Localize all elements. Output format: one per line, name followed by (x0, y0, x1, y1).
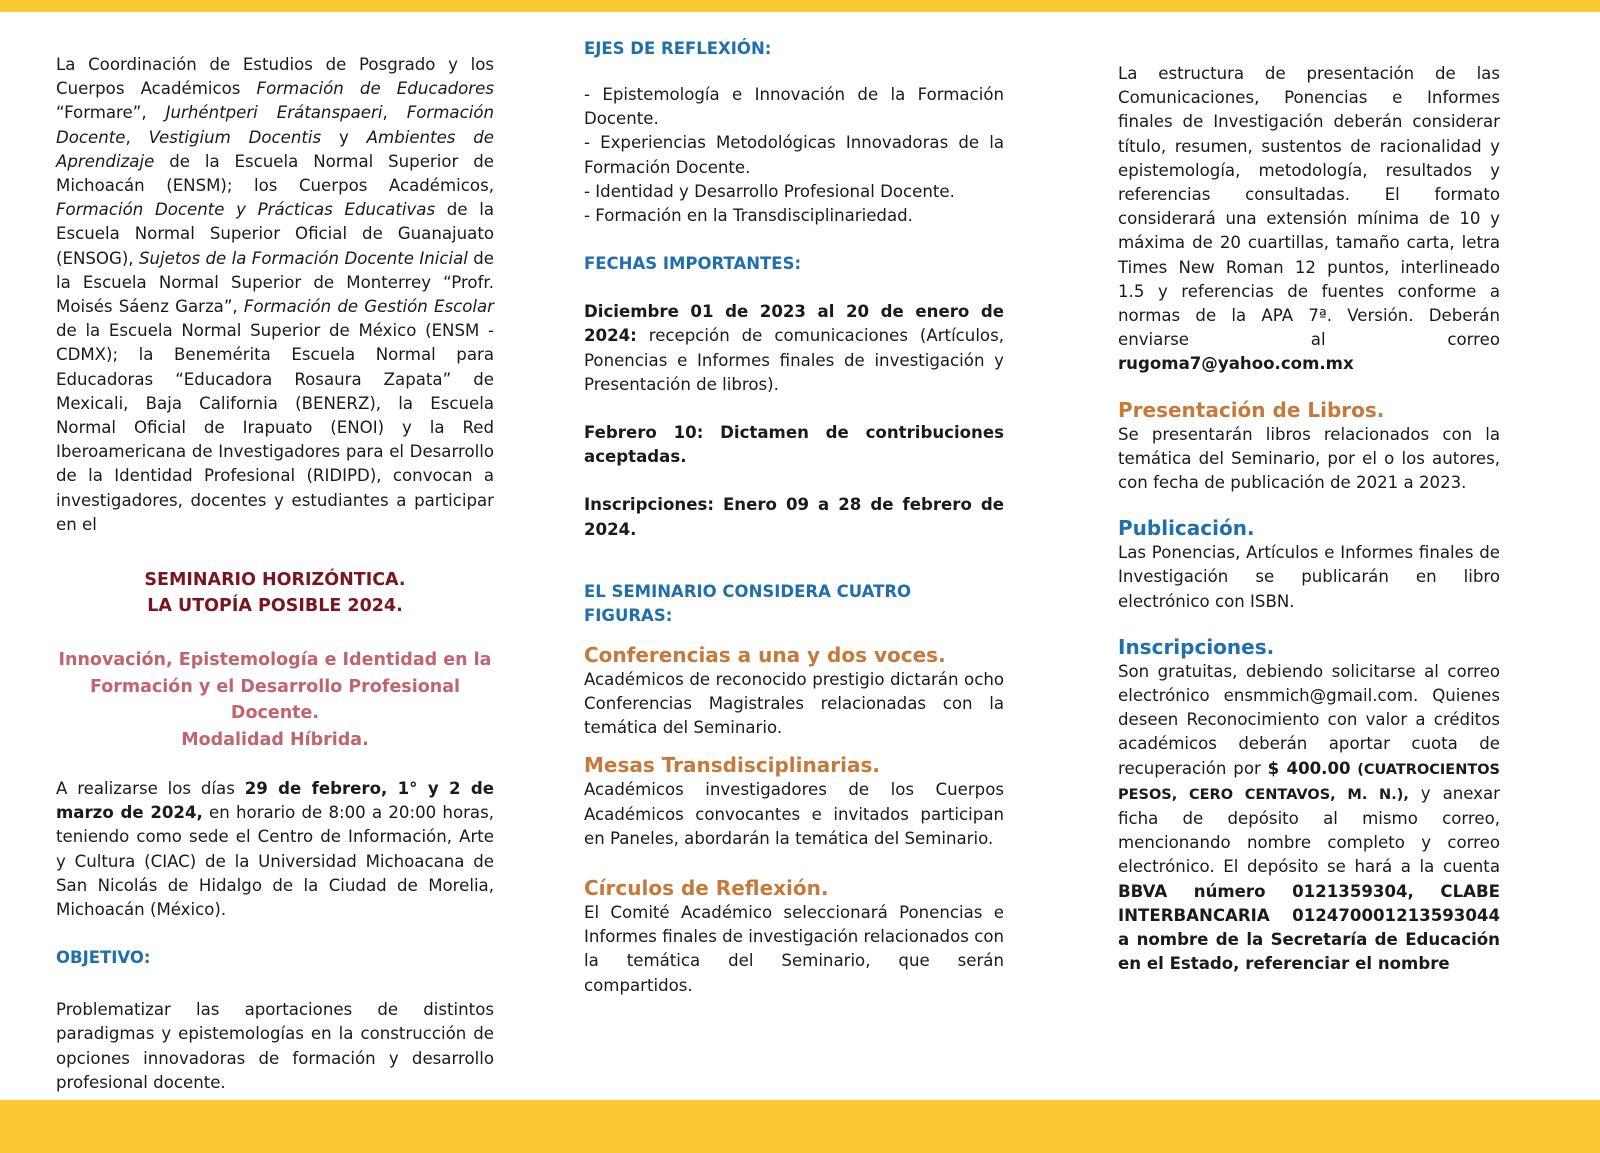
axes-list (584, 83, 1004, 228)
schedule-text: en horario de 8:00 a 20:00 horas, teniendo como sede el Centro de Información, Arte y Cultura (CIAC) de la Universidad Michoacana de San Nicolás de Hidalgo de la Ciudad de Morelia, Michoacán (México). (56, 803, 495, 920)
group-name: Formación Docente (56, 103, 494, 147)
registration-heading: Inscripciones. (1118, 634, 1275, 659)
registration-paragraph (1118, 660, 1500, 977)
intro-text: de la Escuela Normal Superior Oficial de Guanajuato (ENSOG), (56, 200, 494, 268)
event-dates: 29 de febrero, 1° y 2 de marzo de 2024, (56, 779, 494, 823)
contact-email[interactable]: rugoma7@yahoo.com.mx (1118, 354, 1354, 374)
bottom-yellow-band (0, 1100, 1600, 1153)
bank-details: BBVA número 0121359304, CLABE INTERBANCARIA 012470001213593044 a nombre de la Secretaría de Educación en el Estado, referenciar el nombre (1118, 881, 1500, 974)
intro-paragraph (56, 53, 494, 537)
figure-title: Conferencias a una y dos voces. (584, 642, 946, 667)
date-item: Inscripciones: Enero 09 a 28 de febrero de 2024. (584, 495, 1004, 539)
schedule-paragraph (56, 777, 494, 922)
registration-fee-words: (CUATROCIENTOS PESOS, CERO CENTAVOS, M. N.), (1118, 761, 1501, 803)
figure-text: Académicos investigadores de los Cuerpos Académicos convocantes e invitados participan en Paneles, abordarán la temática del Seminario. (584, 780, 1004, 848)
intro-text: , (382, 103, 407, 123)
axis-item: - Formación en la Transdisciplinariedad. (584, 206, 913, 226)
event-title (56, 567, 494, 619)
event-subtitle-line: Formación y el Desarrollo Profesional (89, 676, 461, 697)
intro-text: de la Escuela Normal Superior de Michoacán (ENSM); los Cuerpos Académicos, (56, 151, 494, 196)
date-label: Diciembre 01 de 2023 al 20 de enero de 2024: (584, 302, 1004, 346)
axis-item: - Epistemología e Innovación de la Formación Docente. (584, 85, 1004, 129)
event-modality: Modalidad Híbrida. (181, 729, 369, 750)
axis-item: - Experiencias Metodológicas Innovadoras de la Formación Docente. (584, 133, 1004, 177)
objective-heading: OBJETIVO: (56, 948, 151, 968)
structure-text: La estructura de presentación de las Comunicaciones, Ponencias e Informes finales de Investigación deberán considerar título, resumen, sustentos de racionalidad y epistemología, metodología, resultados y referencias consultadas. El formato considerará una extensión mínima de 10 y máxima de 20 cuartillas, tamaño carta, letra Times New Roman 12 puntos, interlineado 1.5 y referencias de fuentes conforme a normas de la APA 7ª. Versión. Deberán enviarse al correo (1118, 64, 1500, 350)
date-description: recepción de comunicaciones (Artículos, Ponencias e Informes finales de investigación y Presentación de libros). (584, 326, 1004, 394)
column-middle (584, 37, 1004, 998)
publication-heading: Publicación. (1118, 516, 1255, 541)
structure-paragraph (1118, 62, 1500, 377)
column-left (56, 53, 494, 1095)
date-item (584, 300, 1004, 397)
group-name: Formación Docente y Prácticas Educativas (56, 200, 436, 220)
column-right (1118, 62, 1500, 977)
books-heading: Presentación de Libros. (1118, 397, 1385, 422)
event-subtitle-line: Innovación, Epistemología e Identidad en la (58, 650, 492, 671)
books-text: Se presentarán libros relacionados con la temática del Seminario, por el o los autores, con fecha de publicación de 2021 a 2023. (1118, 424, 1500, 493)
registration-text: Son gratuitas, debiendo solicitarse al correo electrónico ensmmich@gmail.com. Quienes deseen Reconocimiento con valor a créditos académicos deberán aportar cuota de recuperación por (1118, 661, 1500, 778)
objective-text: Problematizar las aportaciones de distintos paradigmas y epistemologías en la construcción de opciones innovadoras de formación y desarrollo profesional docente. (56, 1000, 494, 1092)
dates-heading: FECHAS IMPORTANTES: (584, 254, 802, 274)
group-name: Vestigium Docentis (148, 127, 322, 147)
intro-text: La Coordinación de Estudios de Posgrado y los Cuerpos Académicos (56, 55, 494, 99)
intro-text: de la Escuela Normal Superior de México (ENSM -CDMX); la Benemérita Escuela Normal para Educadoras “Educadora Rosaura Zapata” de Mexicali, Baja California (BENERZ), la Escuela Normal Oficial de Irapuato (ENOI) y la Red Iberoamericana de Investigadores para el Desarrollo de la Identidad Profesional (RIDIPD), convocan a investigadores, docentes y estudiantes a participar en el (56, 321, 494, 534)
figure-title: Mesas Transdisciplinarias. (584, 753, 880, 778)
figure-text: Académicos de reconocido prestigio dictarán ocho Conferencias Magistrales relacionadas con la temática del Seminario. (584, 669, 1004, 738)
intro-text: de la Escuela Normal Superior de Monterrey “Profr. Moisés Sáenz Garza”, (56, 248, 494, 317)
top-yellow-band (0, 0, 1600, 12)
registration-text: y anexar ficha de depósito al mismo correo, mencionando nombre completo y correo electrónico. El depósito se hará a la cuenta (1118, 783, 1500, 877)
date-item: Febrero 10: Dictamen de contribuciones aceptadas. (584, 423, 1004, 467)
registration-fee: $ 400.00 (1267, 758, 1351, 778)
axis-item: - Identidad y Desarrollo Profesional Docente. (584, 181, 955, 201)
event-title-line: LA UTOPÍA POSIBLE 2024. (147, 596, 403, 617)
event-subtitle (56, 647, 494, 753)
group-name: Formación de Educadores (256, 79, 494, 99)
figure-text: El Comité Académico seleccionará Ponencias e Informes finales de investigación relacionados con la temática del Seminario, que serán compartidos. (584, 903, 1004, 995)
figure-title: Círculos de Reflexión. (584, 876, 829, 901)
intro-text: y (321, 127, 367, 147)
group-name: Sujetos de la Formación Docente Inicial (138, 248, 468, 268)
group-name: Jurhéntperi Erátanspaeri (165, 103, 383, 123)
publication-text: Las Ponencias, Artículos e Informes finales de Investigación se publicarán en libro electrónico con ISBN. (1118, 543, 1500, 611)
figures-heading: EL SEMINARIO CONSIDERA CUATRO FIGURAS: (584, 581, 912, 625)
event-title-line: SEMINARIO HORIZÓNTICA. (144, 570, 406, 591)
event-subtitle-line: Docente. (230, 703, 320, 724)
group-name: Ambientes de Aprendizaje (56, 127, 494, 171)
schedule-text: A realizarse los días (56, 779, 245, 799)
group-name: Formación de Gestión Escolar (243, 297, 494, 317)
axes-heading: EJES DE REFLEXIÓN: (584, 39, 772, 58)
intro-text: “Formare”, (56, 103, 166, 123)
intro-text: , (125, 127, 149, 147)
